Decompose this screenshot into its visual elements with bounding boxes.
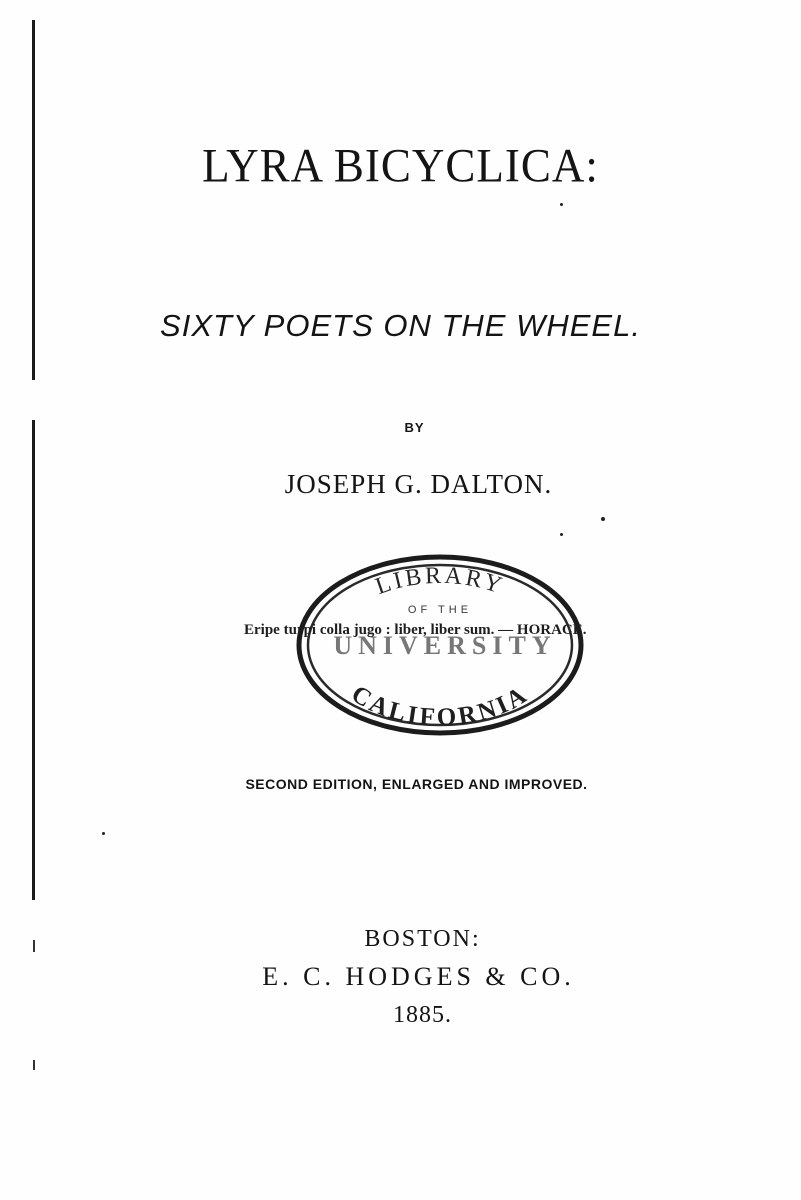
library-stamp xyxy=(295,553,585,737)
svg-text:LIBRARY xyxy=(372,563,507,600)
by-line: BY xyxy=(404,420,425,435)
author-name: JOSEPH G. DALTON. xyxy=(284,469,553,499)
imprint-publisher: E. C. HODGES & CO. xyxy=(262,962,575,991)
stamp-text-top: LIBRARY xyxy=(372,562,508,600)
stamp-text-middle: OF THE xyxy=(407,604,473,616)
stamp-text-main: UNIVERSITY xyxy=(333,631,557,660)
book-title: LYRA BICYCLICA: xyxy=(202,139,599,193)
edition-note: SECOND EDITION, ENLARGED AND IMPROVED. xyxy=(245,776,588,792)
binding-edge-fragment xyxy=(33,1060,35,1070)
print-speck xyxy=(560,533,563,536)
imprint-year: 1885. xyxy=(393,1002,452,1028)
epigraph: Eripe turpi colla jugo : liber, liber sum. — HORACE. xyxy=(244,622,587,638)
print-speck xyxy=(601,517,605,521)
imprint-place: BOSTON: xyxy=(364,926,481,952)
print-speck xyxy=(560,203,563,206)
stamp-text-bottom: CALIFORNIA xyxy=(346,680,534,732)
book-subtitle: SIXTY POETS ON THE WHEEL. xyxy=(160,308,641,343)
print-speck xyxy=(102,832,105,835)
